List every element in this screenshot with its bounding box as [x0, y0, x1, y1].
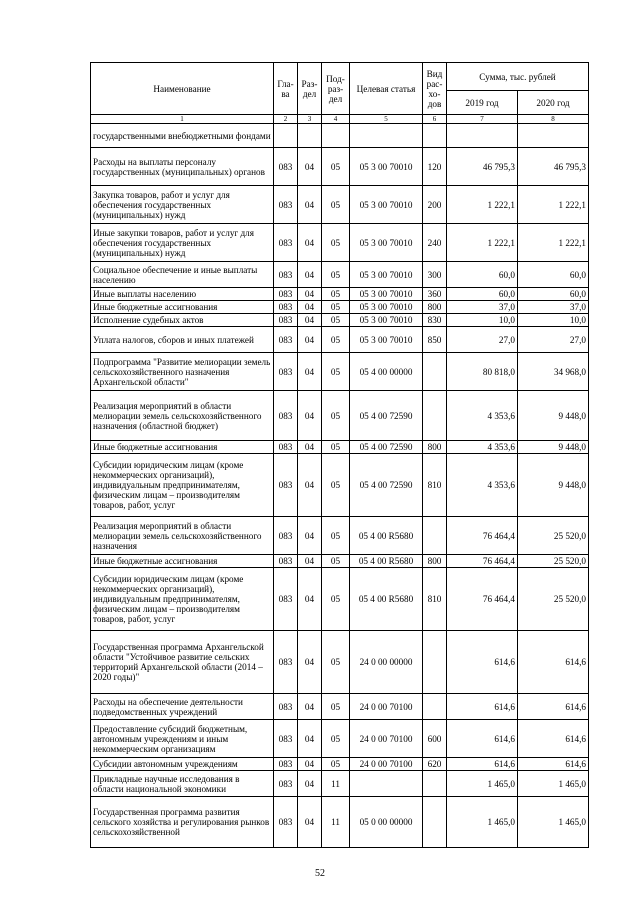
cell-sum-2020: [518, 124, 589, 148]
table-row: [91, 797, 589, 848]
cell-chapter: 083: [274, 441, 298, 454]
cell-section: 04: [298, 288, 322, 301]
column-number: 6: [423, 115, 447, 124]
cell-sum-2020: 1 222,1: [518, 224, 589, 262]
cell-chapter: 083: [274, 720, 298, 758]
table-row: [91, 148, 589, 186]
column-number-row: [91, 115, 589, 124]
cell-subsection: 05: [322, 314, 350, 327]
cell-section: 04: [298, 771, 322, 797]
cell-subsection: 11: [322, 797, 350, 848]
cell-expense-type: [423, 771, 447, 797]
cell-subsection: 05: [322, 148, 350, 186]
cell-subsection: 05: [322, 454, 350, 517]
cell-expense-type: [423, 124, 447, 148]
cell-expense-type: 120: [423, 148, 447, 186]
cell-sum-2020: 25 520,0: [518, 555, 589, 568]
cell-sum-2019: 614,6: [447, 631, 518, 694]
table-row: [91, 301, 589, 314]
column-number: 2: [274, 115, 298, 124]
cell-section: 04: [298, 758, 322, 771]
cell-section: 04: [298, 327, 322, 353]
cell-sum-2019: 4 353,6: [447, 391, 518, 441]
cell-target: 05 4 00 00000: [350, 353, 423, 391]
cell-name: Субсидии юридическим лицам (кроме некоммерческих организаций), индивидуальным предпринимателям, физическим лицам – производителям товаров, работ, услуг: [91, 568, 274, 631]
cell-sum-2020: 9 448,0: [518, 454, 589, 517]
cell-section: 04: [298, 555, 322, 568]
header-expense-type: Вид рас-хо-дов: [423, 63, 447, 115]
cell-sum-2019: 80 818,0: [447, 353, 518, 391]
table-row: [91, 186, 589, 224]
page-number: 52: [315, 868, 325, 879]
cell-target: 24 0 00 00000: [350, 631, 423, 694]
cell-name: Субсидии юридическим лицам (кроме некоммерческих организаций), индивидуальным предпринимателям, физическим лицам – производителям товаров, работ, услуг: [91, 454, 274, 517]
cell-subsection: 05: [322, 288, 350, 301]
cell-target: 05 4 00 R5680: [350, 555, 423, 568]
cell-section: 04: [298, 454, 322, 517]
table-row: [91, 631, 589, 694]
budget-table: [90, 62, 589, 848]
cell-chapter: 083: [274, 797, 298, 848]
table-row: [91, 758, 589, 771]
cell-name: Иные выплаты населению: [91, 288, 274, 301]
column-number: 4: [322, 115, 350, 124]
cell-name: Реализация мероприятий в области мелиорации земель сельскохозяйственного назначения: [91, 517, 274, 555]
header-name: Наименование: [91, 63, 274, 115]
cell-target: 05 0 00 00000: [350, 797, 423, 848]
cell-target: 05 3 00 70010: [350, 314, 423, 327]
cell-subsection: 05: [322, 262, 350, 288]
cell-target: 24 0 00 70100: [350, 758, 423, 771]
cell-subsection: 05: [322, 327, 350, 353]
cell-section: 04: [298, 517, 322, 555]
cell-sum-2020: 46 795,3: [518, 148, 589, 186]
cell-subsection: 05: [322, 224, 350, 262]
cell-target: 05 3 00 70010: [350, 186, 423, 224]
cell-section: 04: [298, 186, 322, 224]
cell-sum-2019: 614,6: [447, 720, 518, 758]
cell-target: 05 4 00 72590: [350, 441, 423, 454]
cell-sum-2019: 10,0: [447, 314, 518, 327]
table-row: [91, 224, 589, 262]
table-row: [91, 391, 589, 441]
cell-sum-2020: 37,0: [518, 301, 589, 314]
cell-chapter: 083: [274, 454, 298, 517]
table-row: [91, 568, 589, 631]
column-number: 8: [518, 115, 589, 124]
cell-sum-2019: 1 465,0: [447, 771, 518, 797]
cell-sum-2020: 60,0: [518, 288, 589, 301]
table-row: [91, 288, 589, 301]
cell-name: Предоставление субсидий бюджетным, автономным учреждениям и иным некоммерческим организациям: [91, 720, 274, 758]
cell-sum-2020: 25 520,0: [518, 568, 589, 631]
cell-section: 04: [298, 441, 322, 454]
cell-sum-2020: 1 465,0: [518, 771, 589, 797]
cell-sum-2019: 46 795,3: [447, 148, 518, 186]
cell-name: Иные бюджетные ассигнования: [91, 441, 274, 454]
cell-sum-2020: 60,0: [518, 262, 589, 288]
table-body: [91, 124, 589, 848]
table-row: [91, 555, 589, 568]
cell-target: 05 4 00 R5680: [350, 568, 423, 631]
cell-name: Иные закупки товаров, работ и услуг для обеспечения государственных (муниципальных) нужд: [91, 224, 274, 262]
cell-subsection: 05: [322, 555, 350, 568]
cell-target: 05 3 00 70010: [350, 262, 423, 288]
table-row: [91, 314, 589, 327]
cell-subsection: 05: [322, 631, 350, 694]
cell-name: Прикладные научные исследования в области национальной экономики: [91, 771, 274, 797]
cell-chapter: 083: [274, 631, 298, 694]
cell-chapter: 083: [274, 555, 298, 568]
cell-target: 24 0 00 70100: [350, 720, 423, 758]
cell-subsection: 05: [322, 517, 350, 555]
cell-section: 04: [298, 148, 322, 186]
cell-chapter: 083: [274, 148, 298, 186]
cell-sum-2020: 1 465,0: [518, 797, 589, 848]
cell-expense-type: [423, 391, 447, 441]
cell-chapter: 083: [274, 771, 298, 797]
cell-section: 04: [298, 694, 322, 720]
cell-sum-2019: 76 464,4: [447, 517, 518, 555]
cell-sum-2020: 27,0: [518, 327, 589, 353]
cell-section: 04: [298, 314, 322, 327]
cell-section: 04: [298, 568, 322, 631]
cell-sum-2019: 614,6: [447, 694, 518, 720]
cell-sum-2020: 34 968,0: [518, 353, 589, 391]
cell-name: Иные бюджетные ассигнования: [91, 555, 274, 568]
cell-name: Закупка товаров, работ и услуг для обеспечения государственных (муниципальных) нужд: [91, 186, 274, 224]
table-row: [91, 353, 589, 391]
cell-chapter: 083: [274, 262, 298, 288]
cell-target: 05 3 00 70010: [350, 301, 423, 314]
cell-name: Государственная программа развития сельского хозяйства и регулирования рынков сельскохозяйственной: [91, 797, 274, 848]
column-number: 1: [91, 115, 274, 124]
cell-sum-2019: 27,0: [447, 327, 518, 353]
cell-target: [350, 771, 423, 797]
table-row: [91, 327, 589, 353]
cell-sum-2019: 614,6: [447, 758, 518, 771]
cell-expense-type: 850: [423, 327, 447, 353]
header-year-2020: 2020 год: [518, 91, 589, 115]
cell-chapter: 083: [274, 517, 298, 555]
cell-expense-type: 810: [423, 454, 447, 517]
column-number: 7: [447, 115, 518, 124]
cell-section: 04: [298, 797, 322, 848]
cell-expense-type: 800: [423, 555, 447, 568]
table-row: [91, 454, 589, 517]
cell-sum-2019: [447, 124, 518, 148]
cell-expense-type: 600: [423, 720, 447, 758]
cell-name: Государственная программа Архангельской области "Устойчивое развитие сельских территорий Архангельской области (2014 – 2020 годы)": [91, 631, 274, 694]
header-chapter: Гла-ва: [274, 63, 298, 115]
cell-subsection: 05: [322, 568, 350, 631]
cell-name: Подпрограмма "Развитие мелиорации земель сельскохозяйственного назначения Архангельской области": [91, 353, 274, 391]
cell-sum-2019: 1 222,1: [447, 186, 518, 224]
cell-subsection: 05: [322, 441, 350, 454]
cell-chapter: 083: [274, 186, 298, 224]
table-row: [91, 517, 589, 555]
cell-sum-2020: 10,0: [518, 314, 589, 327]
header-year-2019: 2019 год: [447, 91, 518, 115]
cell-section: [298, 124, 322, 148]
cell-expense-type: 360: [423, 288, 447, 301]
cell-subsection: 05: [322, 758, 350, 771]
cell-chapter: [274, 124, 298, 148]
cell-sum-2020: 9 448,0: [518, 441, 589, 454]
cell-section: 04: [298, 262, 322, 288]
header-section: Раз-дел: [298, 63, 322, 115]
cell-chapter: 083: [274, 568, 298, 631]
cell-chapter: 083: [274, 758, 298, 771]
cell-chapter: 083: [274, 391, 298, 441]
table-row: [91, 124, 589, 148]
cell-subsection: 11: [322, 771, 350, 797]
table-row: [91, 262, 589, 288]
cell-target: 05 3 00 70010: [350, 327, 423, 353]
cell-name: Иные бюджетные ассигнования: [91, 301, 274, 314]
cell-name: Исполнение судебных актов: [91, 314, 274, 327]
cell-subsection: 05: [322, 391, 350, 441]
cell-name: Субсидии автономным учреждениям: [91, 758, 274, 771]
header-target: Целевая статья: [350, 63, 423, 115]
cell-expense-type: 830: [423, 314, 447, 327]
cell-expense-type: [423, 797, 447, 848]
cell-chapter: 083: [274, 301, 298, 314]
cell-expense-type: [423, 353, 447, 391]
cell-target: 24 0 00 70100: [350, 694, 423, 720]
cell-name: государственными внебюджетными фондами: [91, 124, 274, 148]
cell-sum-2019: 76 464,4: [447, 568, 518, 631]
cell-sum-2020: 1 222,1: [518, 186, 589, 224]
cell-section: 04: [298, 353, 322, 391]
cell-chapter: 083: [274, 694, 298, 720]
cell-chapter: 083: [274, 288, 298, 301]
cell-sum-2019: 1 222,1: [447, 224, 518, 262]
cell-subsection: 05: [322, 720, 350, 758]
cell-target: 05 3 00 70010: [350, 288, 423, 301]
header-sum: Сумма, тыс. рублей: [447, 63, 589, 91]
cell-sum-2019: 76 464,4: [447, 555, 518, 568]
cell-expense-type: 240: [423, 224, 447, 262]
table-row: [91, 694, 589, 720]
cell-expense-type: 300: [423, 262, 447, 288]
cell-section: 04: [298, 301, 322, 314]
cell-expense-type: 200: [423, 186, 447, 224]
column-number: 5: [350, 115, 423, 124]
cell-target: 05 4 00 72590: [350, 391, 423, 441]
cell-expense-type: 800: [423, 441, 447, 454]
cell-chapter: 083: [274, 327, 298, 353]
table-row: [91, 771, 589, 797]
cell-target: 05 3 00 70010: [350, 224, 423, 262]
cell-expense-type: [423, 631, 447, 694]
cell-name: Реализация мероприятий в области мелиорации земель сельскохозяйственного назначения (областной бюджет): [91, 391, 274, 441]
cell-subsection: 05: [322, 694, 350, 720]
cell-expense-type: 810: [423, 568, 447, 631]
cell-expense-type: [423, 694, 447, 720]
cell-name: Расходы на обеспечение деятельности подведомственных учреждений: [91, 694, 274, 720]
cell-expense-type: 800: [423, 301, 447, 314]
cell-sum-2019: 4 353,6: [447, 454, 518, 517]
cell-sum-2019: 4 353,6: [447, 441, 518, 454]
cell-sum-2020: 614,6: [518, 720, 589, 758]
cell-section: 04: [298, 631, 322, 694]
table-row: [91, 720, 589, 758]
cell-chapter: 083: [274, 314, 298, 327]
header-subsection: Под-раз-дел: [322, 63, 350, 115]
cell-sum-2019: 37,0: [447, 301, 518, 314]
cell-subsection: 05: [322, 353, 350, 391]
cell-expense-type: 620: [423, 758, 447, 771]
cell-chapter: 083: [274, 224, 298, 262]
cell-name: Социальное обеспечение и иные выплаты населению: [91, 262, 274, 288]
cell-subsection: [322, 124, 350, 148]
cell-sum-2020: 614,6: [518, 758, 589, 771]
cell-sum-2020: 9 448,0: [518, 391, 589, 441]
cell-subsection: 05: [322, 301, 350, 314]
cell-sum-2019: 1 465,0: [447, 797, 518, 848]
cell-subsection: 05: [322, 186, 350, 224]
cell-target: 05 4 00 72590: [350, 454, 423, 517]
cell-chapter: 083: [274, 353, 298, 391]
cell-sum-2020: 25 520,0: [518, 517, 589, 555]
cell-target: 05 4 00 R5680: [350, 517, 423, 555]
table-row: [91, 441, 589, 454]
cell-sum-2020: 614,6: [518, 631, 589, 694]
cell-name: Уплата налогов, сборов и иных платежей: [91, 327, 274, 353]
cell-section: 04: [298, 224, 322, 262]
column-number: 3: [298, 115, 322, 124]
table-header: [91, 63, 589, 124]
cell-section: 04: [298, 720, 322, 758]
cell-section: 04: [298, 391, 322, 441]
cell-target: [350, 124, 423, 148]
cell-name: Расходы на выплаты персоналу государственных (муниципальных) органов: [91, 148, 274, 186]
cell-expense-type: [423, 517, 447, 555]
cell-target: 05 3 00 70010: [350, 148, 423, 186]
cell-sum-2020: 614,6: [518, 694, 589, 720]
cell-sum-2019: 60,0: [447, 288, 518, 301]
cell-sum-2019: 60,0: [447, 262, 518, 288]
